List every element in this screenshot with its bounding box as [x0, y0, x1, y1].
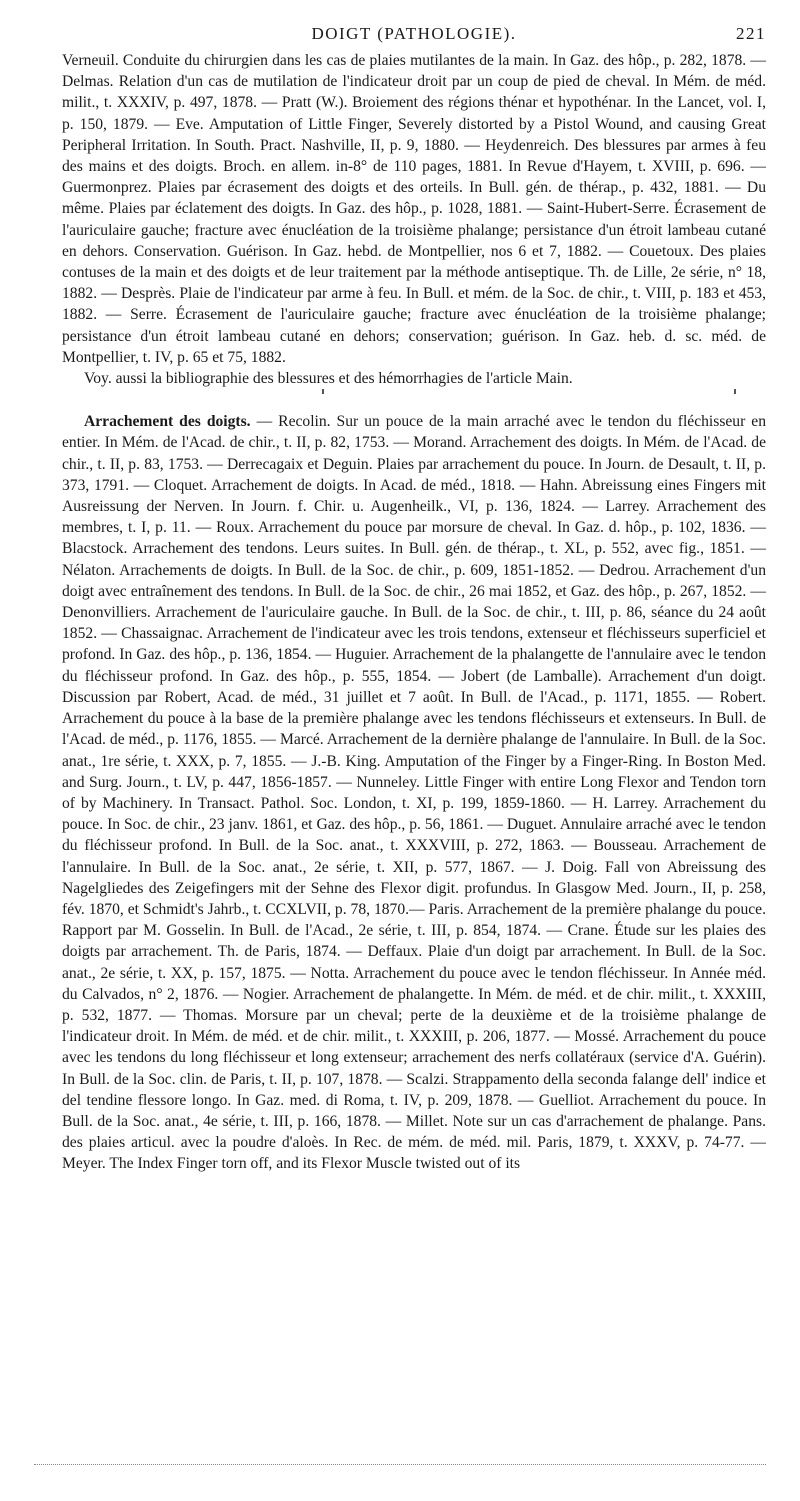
page-title: DOIGT (PATHOLOGIE). [311, 24, 517, 43]
section-body: — Recolin. Sur un pouce de la main arraché avec le tendon du fléchisseur en entier. In Mém. de l'Acad. de chir., t. II, p. 82, 1753. — Morand. Arrachement des doigts. In Mém. de l'Acad. de chir., t. II, p. 83, 1753. — Derrecagaix et Deguin. Plaies par arrachement du pouce. In Journ. de Desault, t. II, p. 373, 1791. — Cloquet. Arrachement de doigts. In Acad. de méd., 1818. — Hahn. Abreissung eines Fingers mit Ausreissung der Nerven. In Journ. f. Chir. u. Augenheilk., VI, p. 136, 1824. — Larrey. Arrachement des membres, t. I, p. 11. — Roux. Arrachement du pouce par morsure de cheval. In Gaz. d. hôp., p. 102, 1836. — Blacstock. Arrachement des tendons. Leurs suites. In Bull. gén. de thérap., t. XL, p. 552, avec fig., 1851. — Nélaton. Arrachements de doigts. In Bull. de la Soc. de chir., p. 609, 1851-1852. — Dedrou. Arrachement d'un doigt avec entraînement des tendons. In Bull. de la Soc. de chir., 26 mai 1852, et Gaz. des hôp., p. 267, 1852. — Denonvilliers. Arrachement de l'auriculaire gauche. In Bull. de la Soc. de chir., t. III, p. 86, séance du 24 août 1852. — Chassaignac. Arrachement de l'indicateur avec les trois tendons, extenseur et fléchisseurs superficiel et profond. In Gaz. des hôp., p. 136, 1854. — Huguier. Arrachement de la phalangette de l'annulaire avec le tendon du fléchisseur profond. In Gaz. des hôp., p. 555, 1854. — Jobert (de Lamballe). Arrachement d'un doigt. Discussion par Robert, Acad. de méd., 31 juillet et 7 août. In Bull. de l'Acad., p. 1171, 1855. — Robert. Arrachement du pouce à la base de la première phalange avec les tendons fléchisseurs et extenseurs. In Bull. de l'Acad. de méd., p. 1176, 1855. — Marcé. Arrachement de la dernière phalange de l'annulaire. In Bull. de la Soc. anat., 1re série, t. XXX, p. 7, 1855. — J.-B. King. Amputation of the Finger by a Finger-Ring. In Boston Med. and Surg. Journ., t. LV, p. 447, 1856-1857. — Nunneley. Little Finger with entire Long Flexor and Tendon torn of by Machinery. In Transact. Pathol. Soc. London, t. XI, p. 199, 1859-1860. — H. Larrey. Arrachement du pouce. In Soc. de chir., 23 janv. 1861, et Gaz. des hôp., p. 56, 1861. — Duguet. Annulaire arraché avec le tendon du fléchisseur profond. In Bull. de la Soc. anat., t. XXXVIII, p. 272, 1863. — Bousseau. Arrachement de l'annulaire. In Bull. de la Soc. anat., 2e série, t. XII, p. 577, 1867. — J. Doig. Fall von Abreissung des Nagelgliedes des Zeigefingers mit der Sehne des Flexor digit. profundus. In Glasgow Med. Journ., II, p. 258, fév. 1870, et Schmidt's Jahrb., t. CCXLVII, p. 78, 1870.— Paris. Arrachement de la première phalange du pouce. Rapport par M. Gosselin. In Bull. de l'Acad., 2e série, t. III, p. 854, 1874. — Crane. Étude sur les plaies des doigts par arrachement. Th. de Paris, 1874. — Deffaux. Plaie d'un doigt par arrachement. In Bull. de la Soc. anat., 2e série, t. XX, p. 157, 1875. — Notta. Arrachement du pouce avec le tendon fléchisseur. In Année méd. du Calvados, n° 2, 1876. — Nogier. Arrachement de phalangette. In Mém. de méd. et de chir. milit., t. XXXIII, p. 532, 1877. — Thomas. Morsure par un cheval; perte de la deuxième et de la troisième phalange de l'indicateur droit. In Mém. de méd. et de chir. milit., t. XXXIII, p. 206, 1877. — Mossé. Arrachement du pouce avec les tendons du long fléchisseur et long extenseur; arrachement des nerfs collatéraux (service d'A. Guérin). In Bull. de la Soc. clin. de Paris, t. II, p. 107, 1878. — Scalzi. Strappamento della seconda falange dell' indice et del tendine flessore longo. In Gaz. med. di Roma, t. IV, p. 209, 1878. — Guelliot. Arrachement du pouce. In Bull. de la Soc. anat., 4e série, t. III, p. 166, 1878. — Millet. Note sur un cas d'arrachement de phalange. Pans. des plaies articul. avec la poudre d'aloès. In Rec. de mém. de méd. mil. Paris, 1879, t. XXXV, p. 74-77. — Meyer. The Index Finger torn off, and its Flexor Muscle twisted out of its [62, 413, 766, 1173]
see-also-line: Voy. aussi la bibliographie des blessures et des hémorrhagies de l'article Main. [84, 370, 573, 388]
section-separator [62, 389, 766, 411]
section-heading: Arrachement des doigts. [84, 413, 251, 431]
bibliography-paragraph-wounds: Verneuil. Conduite du chirurgien dans les cas de plaies mutilantes de la main. In Gaz. des hôp., p. 282, 1878. — Delmas. Relation d'un cas de mutilation de l'indicateur droit par un coup de pied de cheval. In Mém. de méd. milit., t. XXXIV, p. 497, 1878. — Pratt (W.). Broiement des régions thénar et hypothénar. In the Lancet, vol. I, p. 150, 1879. — Eve. Amputation of Little Finger, Severely distorted by a Pistol Wound, and causing Great Peripheral Irritation. In South. Pract. Nashville, II, p. 9, 1880. — Heydenreich. Des blessures par armes à feu des mains et des doigts. Broch. en allem. in-8° de 110 pages, 1881. In Revue d'Hayem, t. XVIII, p. 696. — Guermonprez. Plaies par écrasement des doigts et des orteils. In Bull. gén. de thérap., p. 432, 1881. — Du même. Plaies par éclatement des doigts. In Gaz. des hôp., p. 1028, 1881. — Saint-Hubert-Serre. Écrasement de l'auriculaire gauche; fracture avec énucléation de la troisième phalange; persistance d'un étroit lambeau cutané en dehors. Conservation. Guérison. In Gaz. hebd. de Montpellier, nos 6 et 7, 1882. — Couetoux. Des plaies contuses de la main et des doigts et de leur traitement par la méthode antiseptique. Th. de Lille, 2e série, n° 18, 1882. — Desprès. Plaie de l'indicateur par arme à feu. In Bull. et mém. de la Soc. de chir., t. VIII, p. 183 et 453, 1882. — Serre. Écrasement de l'auriculaire gauche; fracture avec énucléation de la troisième phalange; persistance d'un étroit lambeau cutané en dehors; conservation; guérison. In Gaz. heb. d. sc. méd. de Montpellier, t. IV, p. 65 et 75, 1882. [62, 52, 766, 366]
running-head [62, 24, 766, 50]
footer-rule [34, 1464, 766, 1465]
separator-mark [322, 389, 324, 394]
page-number: 221 [736, 24, 766, 43]
bibliography-paragraph-avulsion [62, 411, 766, 1174]
separator-mark [734, 389, 736, 394]
